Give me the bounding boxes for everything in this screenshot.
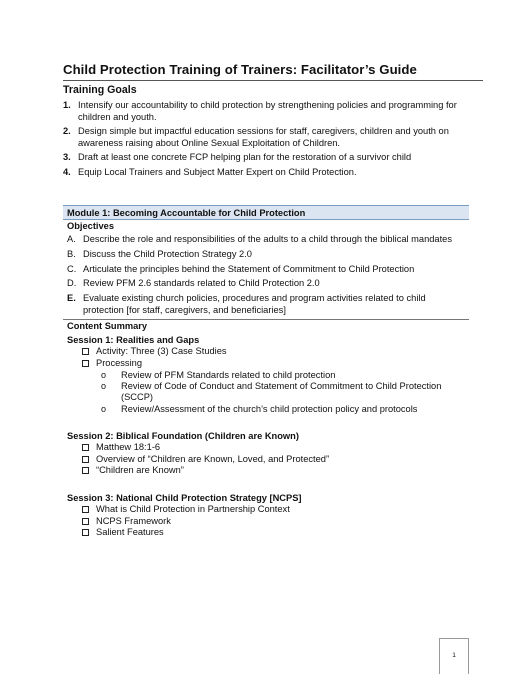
content-summary-label: Content Summary (67, 321, 148, 332)
checklist-item (63, 527, 469, 539)
module-1-section (63, 205, 469, 539)
circle-bullet-icon: o (101, 380, 107, 391)
page-number: 1 (439, 638, 469, 674)
sub-list-item (63, 370, 469, 381)
objective-letter: C. (67, 263, 77, 274)
objective-letter: D. (67, 278, 77, 289)
objective-item (67, 249, 469, 260)
module-header: Module 1: Becoming Accountable for Child Protection (63, 206, 469, 220)
sub-list-text: Review of PFM Standards related to child protection (121, 369, 336, 380)
objective-item (67, 264, 469, 275)
checklist-text: Salient Features (96, 527, 164, 538)
objective-item (67, 293, 469, 316)
checklist-item (63, 516, 469, 528)
checklist-item (63, 346, 469, 358)
session-3-title: Session 3: National Child Protection Strategy [NCPS] (67, 492, 302, 503)
checklist-item (63, 504, 469, 516)
objective-letter: A. (67, 234, 76, 244)
goal-text: Intensify our accountability to child protection by strengthening policies and programming for children and youth. (78, 100, 457, 122)
objective-text: Describe the role and responsibilities of the adults to a child through the biblical mandates (83, 234, 452, 244)
checklist-text: Processing (96, 357, 142, 368)
objective-text: Discuss the Child Protection Strategy 2.0 (83, 248, 252, 259)
checklist-text: Overview of “Children are Known, Loved, and Protected” (96, 453, 330, 464)
objective-item (67, 278, 469, 289)
goal-text: Equip Local Trainers and Subject Matter Expert on Child Protection. (78, 167, 357, 178)
checklist-text: NCPS Framework (96, 515, 171, 526)
checklist-item (63, 358, 469, 370)
goal-item (63, 100, 475, 123)
objectives-list (63, 234, 469, 316)
checklist-text: “Children are Known” (96, 465, 184, 476)
page-title: Child Protection Training of Trainers: Facilitator’s Guide (63, 62, 483, 81)
sub-list-item (63, 381, 469, 404)
goal-number: 1. (63, 100, 71, 110)
session-2-title: Session 2: Biblical Foundation (Children are Known) (67, 431, 299, 442)
checkbox-icon (82, 467, 89, 474)
objective-text: Review PFM 2.6 standards related to Child Protection 2.0 (83, 278, 320, 289)
goal-item (63, 167, 475, 179)
checkbox-icon (82, 529, 89, 536)
checkbox-icon (82, 518, 89, 525)
checklist-item (63, 442, 469, 454)
goal-number: 3. (63, 152, 71, 163)
checkbox-icon (82, 506, 89, 513)
checkbox-icon (82, 360, 89, 367)
goal-item (63, 126, 475, 149)
goal-text: Design simple but impactful education sessions for staff, caregivers, children and youth on awareness raising about Online Sexual Exploitation of Children. (78, 126, 449, 148)
goal-item (63, 152, 475, 164)
checklist-item (63, 465, 469, 477)
checklist-text: Activity: Three (3) Case Studies (96, 346, 227, 357)
training-goals-list (63, 100, 475, 182)
sub-list-text: Review/Assessment of the church’s child protection policy and protocols (121, 403, 418, 414)
checklist-text: Matthew 18:1-6 (96, 442, 161, 453)
goal-number: 4. (63, 167, 71, 178)
checklist-text: What is Child Protection in Partnership Context (96, 503, 290, 514)
checkbox-icon (82, 456, 89, 463)
sub-list-item (63, 404, 469, 415)
objective-item (67, 234, 469, 245)
objective-text: Articulate the principles behind the Statement of Commitment to Child Protection (83, 263, 415, 274)
circle-bullet-icon: o (101, 403, 107, 414)
sub-list-text: Review of Code of Conduct and Statement of Commitment to Child Protection (SCCP) (121, 380, 442, 403)
objectives-label: Objectives (67, 221, 115, 231)
goal-number: 2. (63, 126, 71, 137)
circle-bullet-icon: o (101, 369, 107, 380)
goal-text: Draft at least one concrete FCP helping plan for the restoration of a survivor child (78, 152, 412, 163)
objective-text: Evaluate existing church policies, procedures and program activities related to child protection [for staff, caregivers, and beneficiaries] (83, 293, 426, 315)
objective-letter: E. (67, 293, 76, 304)
training-goals-heading: Training Goals (63, 84, 137, 96)
checkbox-icon (82, 444, 89, 451)
checklist-item (63, 454, 469, 466)
session-1-title: Session 1: Realities and Gaps (67, 335, 200, 346)
objective-letter: B. (67, 248, 76, 259)
checkbox-icon (82, 348, 89, 355)
